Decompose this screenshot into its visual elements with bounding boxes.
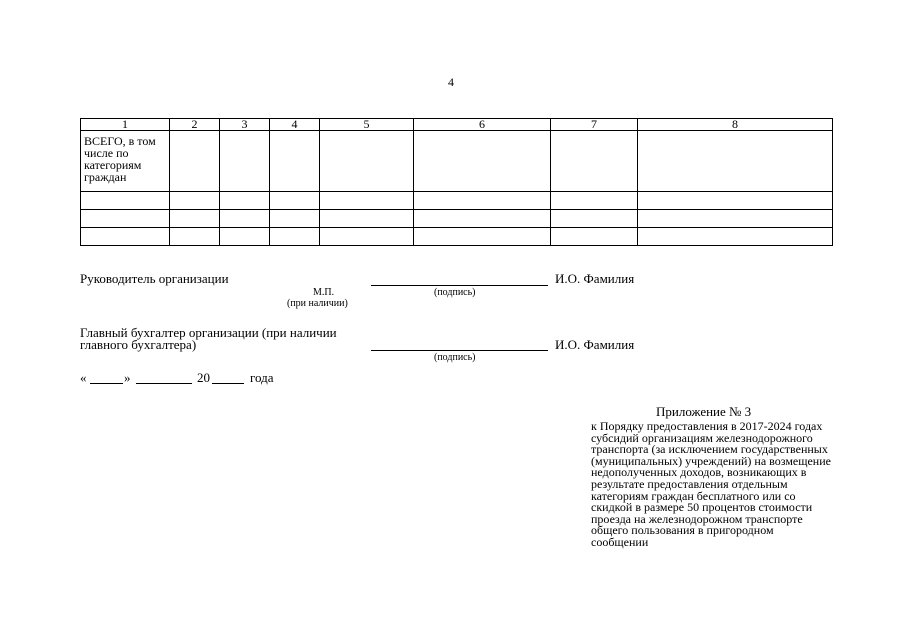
col-header: 7 xyxy=(551,119,638,131)
table-cell xyxy=(270,131,320,192)
table-row-total xyxy=(81,131,833,192)
table-cell xyxy=(551,131,638,192)
head-label: Руководитель организации xyxy=(80,271,229,286)
table-cell xyxy=(414,192,551,210)
date-close-quote: » xyxy=(124,370,131,385)
table-row xyxy=(81,228,833,246)
head-name: И.О. Фамилия xyxy=(555,271,635,286)
table-cell xyxy=(170,131,220,192)
table-cell xyxy=(220,192,270,210)
col-header: 5 xyxy=(320,119,414,131)
table-cell xyxy=(270,210,320,228)
report-table xyxy=(80,118,833,246)
table-cell xyxy=(638,131,833,192)
table-cell xyxy=(638,210,833,228)
table-cell xyxy=(170,228,220,246)
table-cell xyxy=(638,228,833,246)
col-header: 1 xyxy=(81,119,170,131)
table-cell xyxy=(551,192,638,210)
table-cell xyxy=(270,228,320,246)
table-header-row xyxy=(81,119,833,131)
table-row xyxy=(81,192,833,210)
table-cell xyxy=(170,192,220,210)
table-cell xyxy=(220,210,270,228)
table-row xyxy=(81,210,833,228)
col-header: 4 xyxy=(270,119,320,131)
table-cell xyxy=(320,131,414,192)
chief-accountant-label-1: Главный бухгалтер организации (при наличии xyxy=(80,325,337,340)
col-header: 3 xyxy=(220,119,270,131)
accountant-name: И.О. Фамилия xyxy=(555,337,635,352)
table-cell xyxy=(220,131,270,192)
col-header: 6 xyxy=(414,119,551,131)
col-header: 2 xyxy=(170,119,220,131)
date-day-blank xyxy=(90,383,123,384)
table-cell xyxy=(551,210,638,228)
total-row-label: ВСЕГО, в том числе по категориям граждан xyxy=(81,131,170,192)
table-cell xyxy=(81,210,170,228)
date-year-blank xyxy=(212,383,244,384)
table-cell xyxy=(220,228,270,246)
appendix-body: к Порядку предоставления в 2017-2024 годах субсидий организациям железнодорожного транспорта (за исключением государственных (муниципальных) учреждений) на возмещение недополученных доходов, возникающих в результате предоставления отдельным категориям граждан бесплатного или со скидкой в размере 50 процентов стоимости проезда на железнодорожном транспорте общего пользования в пригородном сообщении xyxy=(591,419,831,549)
table-cell xyxy=(170,210,220,228)
page-number: 4 xyxy=(448,75,454,89)
table-cell xyxy=(270,192,320,210)
table-cell xyxy=(320,192,414,210)
table-cell xyxy=(320,228,414,246)
accountant-signature-line xyxy=(371,350,548,351)
date-year-prefix: 20 xyxy=(197,370,210,385)
stamp-note: (при наличии) xyxy=(287,298,348,309)
accountant-signature-caption: (подпись) xyxy=(434,352,476,363)
appendix-title: Приложение № 3 xyxy=(656,404,752,419)
chief-accountant-label-2: главного бухгалтера) xyxy=(80,337,197,352)
table-cell xyxy=(81,228,170,246)
date-month-blank xyxy=(136,383,192,384)
table-cell xyxy=(414,131,551,192)
table-cell xyxy=(414,228,551,246)
head-signature-line xyxy=(371,285,548,286)
stamp-label: М.П. xyxy=(313,287,335,298)
table-cell xyxy=(81,192,170,210)
table-cell xyxy=(551,228,638,246)
date-year-suffix: года xyxy=(250,370,274,385)
table-cell xyxy=(320,210,414,228)
head-signature-caption: (подпись) xyxy=(434,287,476,298)
table-cell xyxy=(414,210,551,228)
date-open-quote: « xyxy=(80,370,87,385)
table-cell xyxy=(638,192,833,210)
col-header: 8 xyxy=(638,119,833,131)
